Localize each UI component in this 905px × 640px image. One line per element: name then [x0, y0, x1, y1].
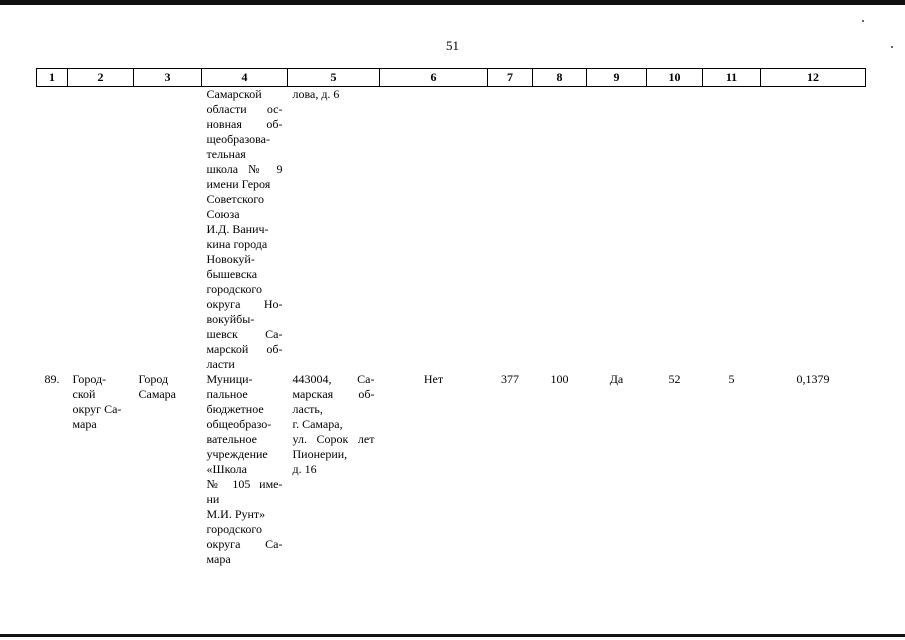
text-line: Союза [206, 207, 240, 221]
header-col-5: 5 [288, 69, 380, 87]
bottom-border-rule [0, 634, 905, 637]
text-line: школа № 9 [206, 162, 283, 176]
cell-col-12: 0,1379 [796, 372, 830, 386]
text-line: г. Самара, [292, 417, 343, 431]
text-line: Самара [138, 387, 176, 401]
text-line: вательное [206, 432, 257, 446]
text-line: марской об- [206, 342, 283, 356]
text-line: шевск Са- [206, 327, 283, 341]
text-line: вокуйбы- [206, 312, 255, 326]
text-line: ласть, [292, 402, 323, 416]
text-line: бюджетное [206, 402, 264, 416]
header-col-8: 8 [533, 69, 587, 87]
text-line: Город [138, 372, 169, 386]
header-col-9: 9 [587, 69, 647, 87]
scan-speck [862, 20, 864, 22]
cell-row-number: 89. [44, 372, 60, 386]
cell-address [288, 372, 380, 567]
header-col-2: 2 [68, 69, 134, 87]
text-line: учреждение [206, 447, 268, 461]
top-border-rule [0, 0, 905, 5]
header-col-12: 12 [761, 69, 866, 87]
header-col-11: 11 [703, 69, 761, 87]
cell-col-7: 377 [501, 372, 519, 386]
header-col-6: 6 [380, 69, 488, 87]
cell-col-11: 5 [728, 372, 735, 386]
text-line: округ Са- [72, 402, 122, 416]
cell-col-6: Нет [423, 372, 444, 386]
header-col-3: 3 [134, 69, 202, 87]
text-line: Новокуй- [206, 252, 255, 266]
cell-school-name-continued [202, 87, 288, 373]
text-line: ул. Сорок лет [292, 432, 375, 446]
text-line: мара [72, 417, 97, 431]
header-col-1: 1 [37, 69, 68, 87]
text-line: д. 16 [292, 462, 317, 476]
text-line: области ос- [206, 102, 283, 116]
text-line: округа Са- [206, 537, 283, 551]
text-line: пальное [206, 387, 248, 401]
text-line: Пионерии, [292, 447, 348, 461]
cell-col-8: 100 [550, 372, 569, 386]
header-col-7: 7 [488, 69, 533, 87]
text-line: Самарской [206, 87, 262, 101]
cell-school-name [202, 372, 288, 567]
text-line: округа Но- [206, 297, 283, 311]
text-line: общеобразо- [206, 417, 272, 431]
text-line: «Школа [206, 462, 247, 476]
text-line: лова, д. 6 [292, 87, 340, 101]
header-col-4: 4 [202, 69, 288, 87]
cell-col-9: Да [609, 372, 624, 386]
text-line: М.И. Рунт» [206, 507, 266, 521]
text-line: ской [72, 387, 96, 401]
text-line: бышевска [206, 267, 258, 281]
text-line: Муници- [206, 372, 253, 386]
cell-district [68, 372, 134, 567]
cell-address-continued [288, 87, 380, 373]
text-line: городского [206, 282, 263, 296]
text-line: щеобразова- [206, 132, 270, 146]
table-row-89 [37, 372, 866, 567]
cell-city [134, 372, 202, 567]
text-line: И.Д. Ванич- [206, 222, 269, 236]
text-line: ни [206, 492, 220, 506]
text-line: марская об- [292, 387, 375, 401]
page-number: 51 [446, 38, 459, 53]
text-line: имени Героя [206, 177, 271, 191]
text-line: кина города [206, 237, 268, 251]
data-table [36, 68, 866, 567]
text-line: новная об- [206, 117, 283, 131]
text-line: мара [206, 552, 231, 566]
header-col-10: 10 [647, 69, 703, 87]
table-row-continued [37, 87, 866, 373]
text-line: Город- [72, 372, 107, 386]
text-line: тельная [206, 147, 246, 161]
text-line: ласти [206, 357, 235, 371]
cell-col-10: 52 [668, 372, 681, 386]
text-line: городского [206, 522, 263, 536]
text-line: № 105 име- [206, 477, 283, 491]
header-row [37, 69, 866, 87]
text-line: 443004, Са- [292, 372, 375, 386]
text-line: Советского [206, 192, 264, 206]
